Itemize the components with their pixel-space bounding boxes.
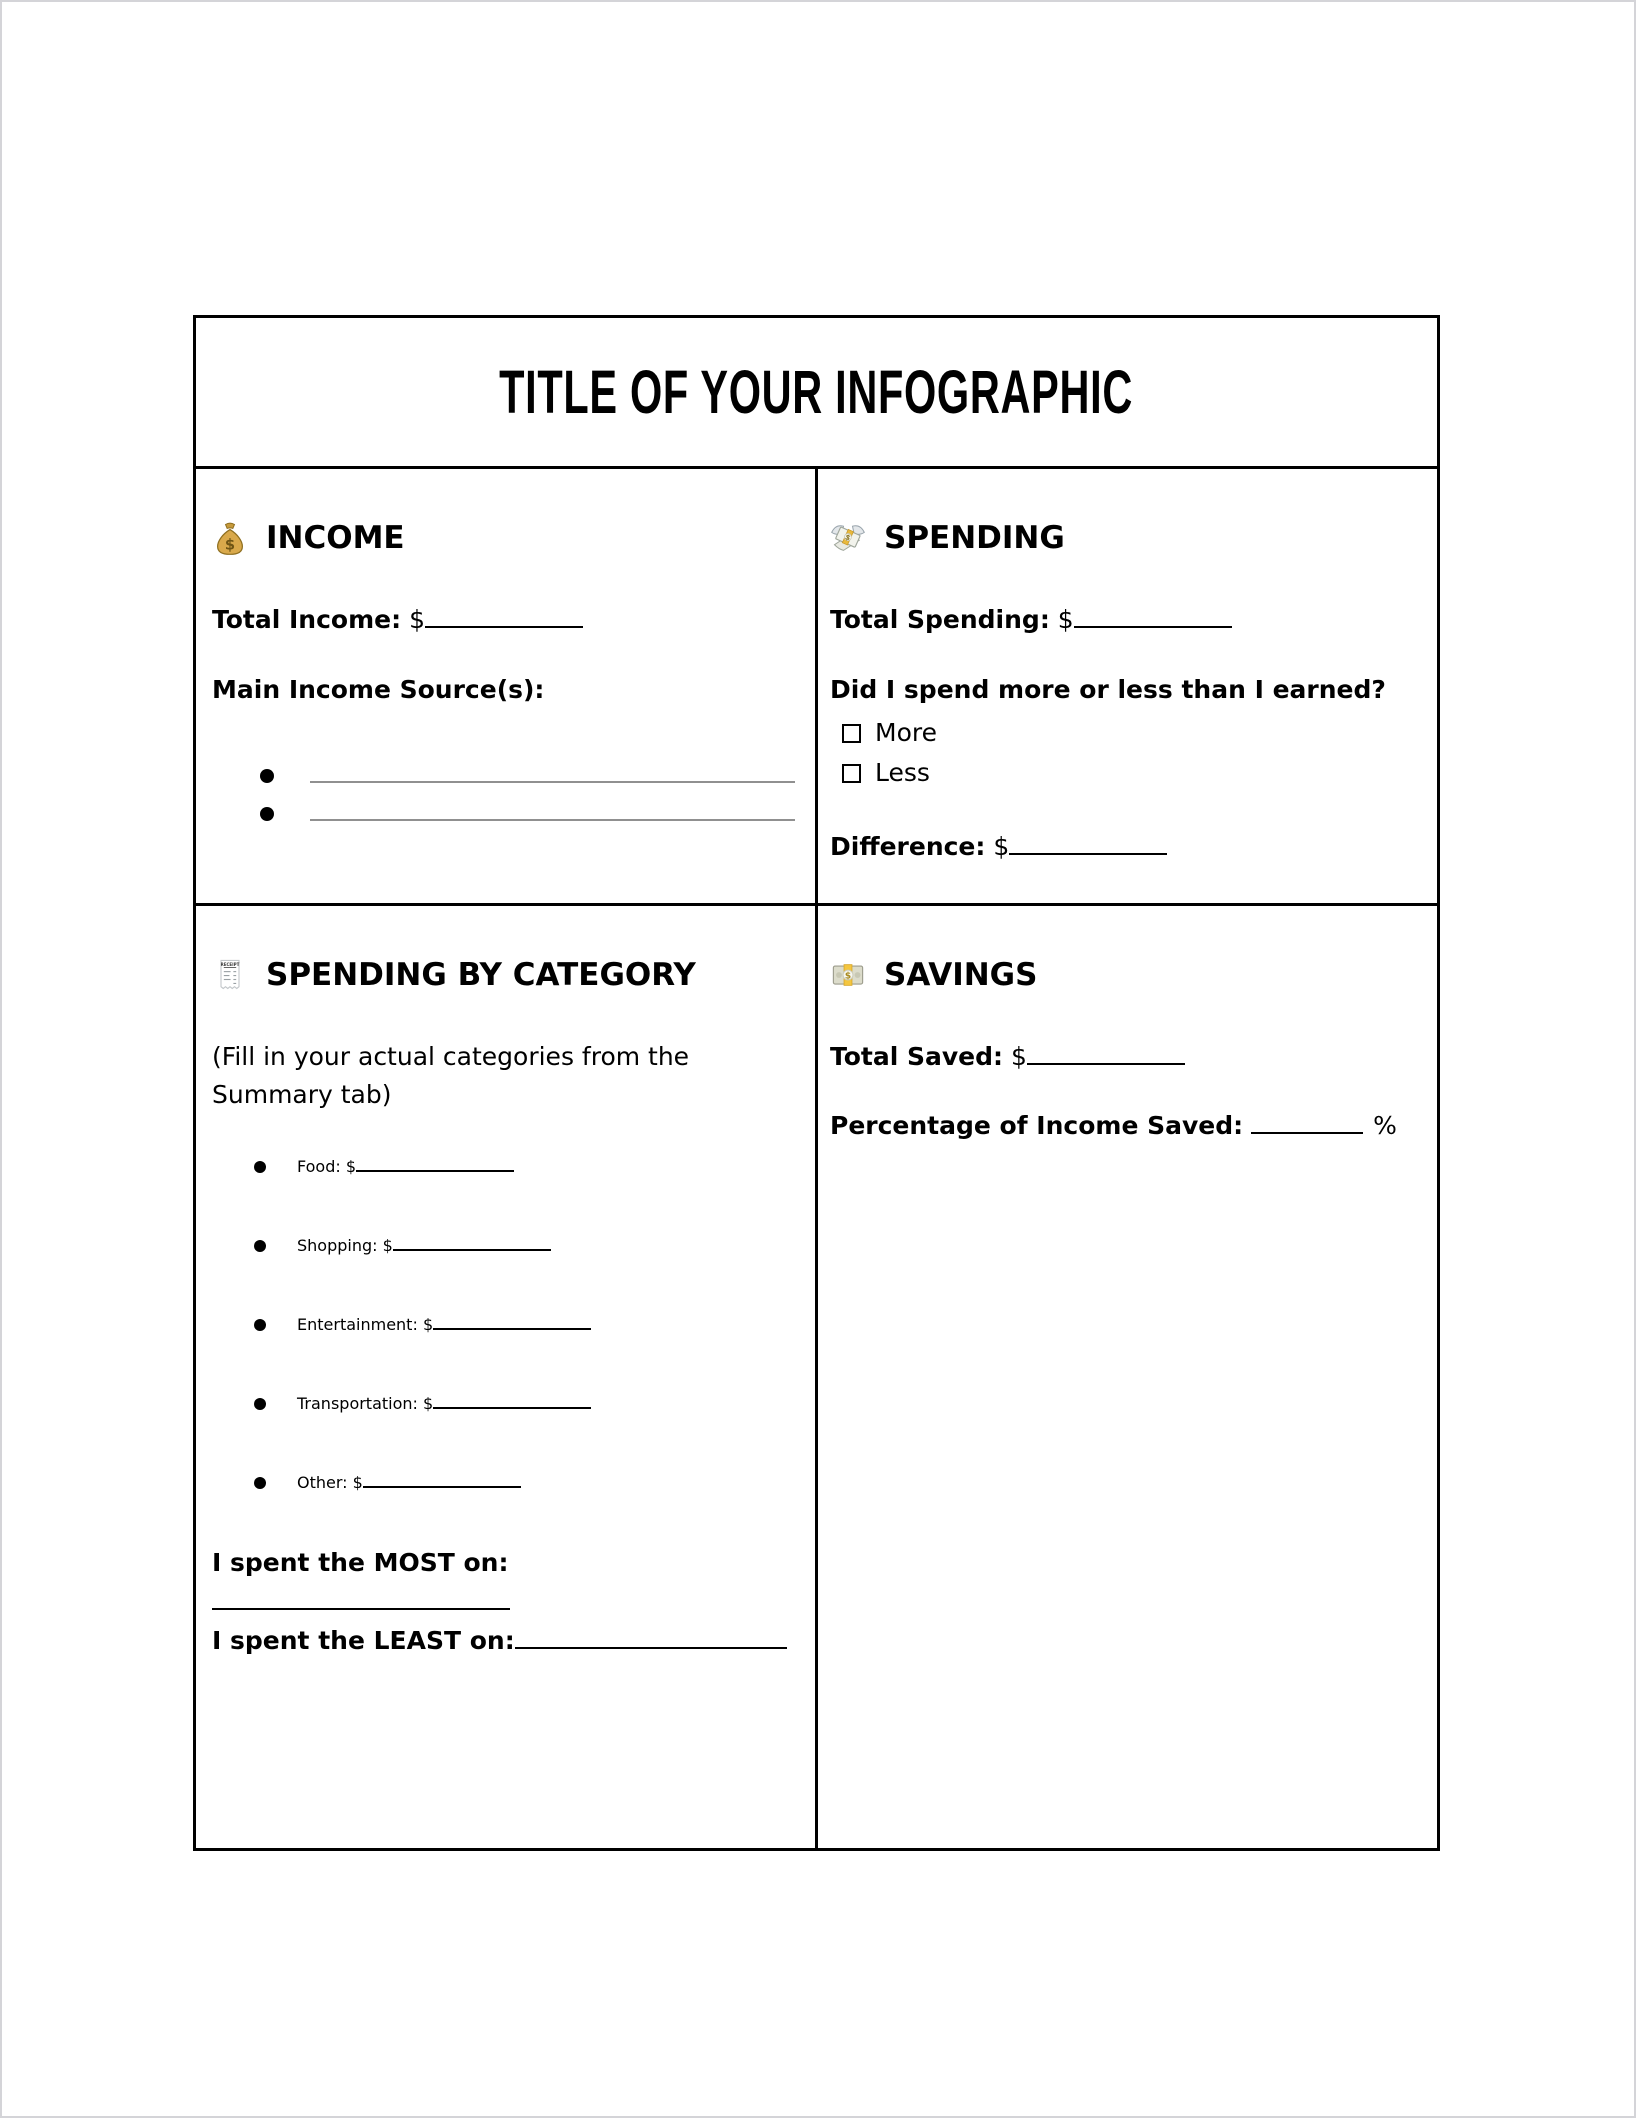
income-source-row bbox=[212, 795, 797, 833]
percent-saved-label: Percentage of Income Saved: bbox=[830, 1111, 1244, 1140]
percent-saved-field bbox=[830, 1107, 1423, 1145]
difference-label: Difference: bbox=[830, 832, 986, 861]
categories-heading bbox=[212, 956, 797, 994]
currency-symbol: $ bbox=[1010, 1042, 1027, 1071]
income-source-list bbox=[212, 757, 797, 833]
currency-symbol: $ bbox=[382, 1236, 393, 1255]
income-section bbox=[196, 469, 818, 906]
page-title: TITLE OF YOUR INFOGRAPHIC bbox=[499, 358, 1134, 426]
category-item-transportation bbox=[212, 1385, 797, 1423]
category-item-other bbox=[212, 1464, 797, 1502]
savings-heading bbox=[830, 956, 1423, 994]
percent-saved-blank[interactable] bbox=[1251, 1110, 1363, 1134]
difference-field bbox=[830, 828, 1423, 866]
most-least-block bbox=[212, 1543, 797, 1660]
category-item-entertainment bbox=[212, 1306, 797, 1344]
bullet-icon bbox=[260, 769, 274, 783]
categories-note: (Fill in your actual categories from the Summary tab) bbox=[212, 1042, 690, 1109]
income-source-line[interactable] bbox=[310, 761, 795, 783]
currency-symbol: $ bbox=[423, 1394, 434, 1413]
option-more-row bbox=[830, 714, 1423, 752]
most-label: I spent the MOST on: bbox=[212, 1548, 509, 1577]
option-less-row bbox=[830, 754, 1423, 792]
checkbox-less[interactable] bbox=[842, 764, 861, 783]
worksheet-table bbox=[193, 315, 1440, 1851]
money-bag-icon bbox=[212, 520, 248, 556]
spending-heading-label: SPENDING bbox=[884, 520, 1065, 556]
total-saved-label: Total Saved: bbox=[830, 1042, 1004, 1071]
banknote-icon bbox=[830, 957, 866, 993]
total-saved-blank[interactable] bbox=[1027, 1041, 1185, 1065]
category-list bbox=[212, 1148, 797, 1502]
svg-text:$: $ bbox=[843, 532, 852, 543]
categories-section bbox=[196, 906, 818, 1848]
category-label: Transportation: bbox=[297, 1394, 418, 1413]
spending-section bbox=[818, 469, 1437, 906]
categories-heading-label: SPENDING BY CATEGORY bbox=[266, 957, 696, 993]
category-label: Shopping: bbox=[297, 1236, 378, 1255]
category-blank[interactable] bbox=[433, 1315, 591, 1330]
bullet-icon bbox=[254, 1319, 266, 1331]
main-income-sources-label: Main Income Source(s): bbox=[212, 675, 545, 704]
total-spending-field bbox=[830, 601, 1423, 639]
total-income-blank[interactable] bbox=[425, 604, 583, 628]
bullet-icon bbox=[254, 1161, 266, 1173]
least-blank[interactable] bbox=[515, 1625, 787, 1649]
savings-heading-label: SAVINGS bbox=[884, 957, 1038, 993]
difference-blank[interactable] bbox=[1009, 831, 1167, 855]
category-blank[interactable] bbox=[363, 1473, 521, 1488]
savings-section bbox=[818, 906, 1437, 1848]
percent-sign: % bbox=[1373, 1111, 1397, 1140]
spend-question: Did I spend more or less than I earned? bbox=[830, 675, 1386, 704]
most-blank[interactable] bbox=[212, 1586, 510, 1610]
least-label: I spent the LEAST on: bbox=[212, 1626, 515, 1655]
category-blank[interactable] bbox=[433, 1394, 591, 1409]
bullet-icon bbox=[260, 807, 274, 821]
money-with-wings-icon bbox=[830, 520, 866, 556]
income-source-row bbox=[212, 757, 797, 795]
bullet-icon bbox=[254, 1240, 266, 1252]
svg-text:RECEIPT: RECEIPT bbox=[220, 962, 240, 967]
checkbox-more[interactable] bbox=[842, 724, 861, 743]
spending-heading bbox=[830, 519, 1423, 557]
category-blank[interactable] bbox=[356, 1157, 514, 1172]
receipt-icon bbox=[212, 957, 248, 993]
category-blank[interactable] bbox=[393, 1236, 551, 1251]
option-less-label: Less bbox=[875, 758, 930, 787]
currency-symbol: $ bbox=[422, 1315, 434, 1334]
total-saved-field bbox=[830, 1038, 1423, 1076]
total-spending-blank[interactable] bbox=[1074, 604, 1232, 628]
category-label: Food: bbox=[297, 1157, 341, 1176]
currency-symbol: $ bbox=[352, 1473, 363, 1492]
total-spending-label: Total Spending: bbox=[830, 605, 1050, 634]
category-label: Entertainment: bbox=[297, 1315, 418, 1334]
option-more-label: More bbox=[875, 718, 937, 747]
svg-text:$: $ bbox=[844, 971, 852, 982]
category-item-food bbox=[212, 1148, 797, 1186]
bullet-icon bbox=[254, 1477, 266, 1489]
currency-symbol: $ bbox=[409, 605, 425, 634]
currency-symbol: $ bbox=[993, 832, 1010, 861]
currency-symbol: $ bbox=[1057, 605, 1074, 634]
title-cell bbox=[196, 318, 1437, 469]
category-item-shopping bbox=[212, 1227, 797, 1265]
income-heading-label: INCOME bbox=[266, 520, 405, 556]
total-income-label: Total Income: bbox=[212, 605, 402, 634]
income-heading bbox=[212, 519, 797, 557]
bullet-icon bbox=[254, 1398, 266, 1410]
category-label: Other: bbox=[297, 1473, 348, 1492]
currency-symbol: $ bbox=[345, 1157, 357, 1176]
total-income-field bbox=[212, 601, 797, 639]
svg-text:$: $ bbox=[224, 536, 236, 554]
income-source-line[interactable] bbox=[310, 799, 795, 821]
